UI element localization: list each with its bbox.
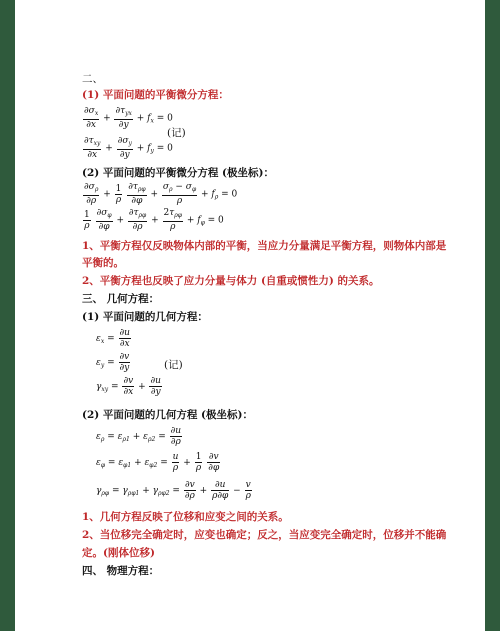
section-3-item-1-heading: (1) 平面问题的几何方程： <box>82 311 208 323</box>
section-3-item-2-heading: (2) 平面问题的几何方程 (极坐标)： <box>82 409 253 421</box>
document-page <box>15 0 485 631</box>
section-3-remark-2-line-2: 定。(刚体位移) <box>82 547 155 559</box>
geometric-note: (记) <box>164 359 183 371</box>
polar-geometric-equation-epsilon-phi: $\varepsilon_\varphi = \varepsilon_{\varphi 1} + \varepsilon_{\varphi 2}$ = $\frac{u}{\rho}$ + $\frac{1}{\rho}$ $\frac{\partial v}{\partial\varphi}$ <box>96 452 220 473</box>
equilibrium-equation-y: $\frac{\partial\tau_{xy}}{\partial x}$ + $\frac{\partial\sigma_y}{\partial y}$ + $f_y = 0$ <box>84 136 173 160</box>
equilibrium-equation-x: $\frac{\partial\sigma_x}{\partial x}$ + $\frac{\partial\tau_{yx}}{\partial y}$ + $f_x = 0$ <box>84 106 173 130</box>
equilibrium-note: (记) <box>167 127 186 139</box>
section-4-heading: 四、 物理方程： <box>82 565 160 577</box>
section-2-remark-1-line-1: 1、平衡方程仅反映物体内部的平衡，当应力分量满足平衡方程，则物体内部是 <box>82 240 447 252</box>
polar-equilibrium-equation-phi: $\frac{1}{\rho}$ $\frac{\partial\sigma_\varphi}{\partial\varphi}$ + $\frac{\partial\tau_{\rho\varphi}}{\partial\rho}$ + $\frac{2\tau_{\rho\varphi}}{\rho}$ + $f_\varphi = 0$ <box>84 208 224 232</box>
section-2-remark-2: 2、平衡方程也反映了应力分量与体力 (自重或惯性力) 的关系。 <box>82 275 380 287</box>
polar-geometric-equation-gamma: $\gamma_{\rho\varphi} = \gamma_{\rho\varphi 1} + \gamma_{\rho\varphi 2}$ = $\frac{\partial v}{\partial\rho}$ + $\frac{\partial u}{\rho\partial\varphi}$ − $\frac{v}{\rho}$ <box>96 480 251 501</box>
section-3-remark-2-line-1: 2、当位移完全确定时，应变也确定；反之，当应变完全确定时，位移并不能确 <box>82 529 447 541</box>
section-3-heading: 三、 几何方程： <box>82 293 160 305</box>
geometric-equation-epsilon-y: $\varepsilon_y$ = $\frac{\partial v}{\partial y}$ <box>96 352 130 373</box>
geometric-equation-epsilon-x: $\varepsilon_x$ = $\frac{\partial u}{\partial x}$ <box>96 328 130 349</box>
section-2-heading: 二、 <box>82 73 103 85</box>
polar-equilibrium-equation-rho: $\frac{\partial\sigma_\rho}{\partial\rho}$ + $\frac{1}{\rho}$ $\frac{\partial\tau_{\rho\varphi}}{\partial\varphi}$ + $\frac{\sigma_\rho - \sigma_\varphi}{\rho}$ + $f_\rho = 0$ <box>84 182 238 206</box>
section-2-item-2-heading: (2) 平面问题的平衡微分方程 (极坐标)： <box>82 167 274 179</box>
polar-geometric-equation-epsilon-rho: $\varepsilon_\rho = \varepsilon_{\rho 1} + \varepsilon_{\rho 2}$ = $\frac{\partial u}{\partial\rho}$ <box>96 426 182 447</box>
section-2-remark-1-line-2: 平衡的。 <box>82 257 124 269</box>
geometric-equation-gamma-xy: $\gamma_{xy}$ = $\frac{\partial v}{\partial x}$ + $\frac{\partial u}{\partial y}$ <box>96 376 161 397</box>
section-3-remark-1: 1、几何方程反映了位移和应变之间的关系。 <box>82 511 289 523</box>
section-2-item-1-heading: (1) 平面问题的平衡微分方程： <box>82 89 229 101</box>
